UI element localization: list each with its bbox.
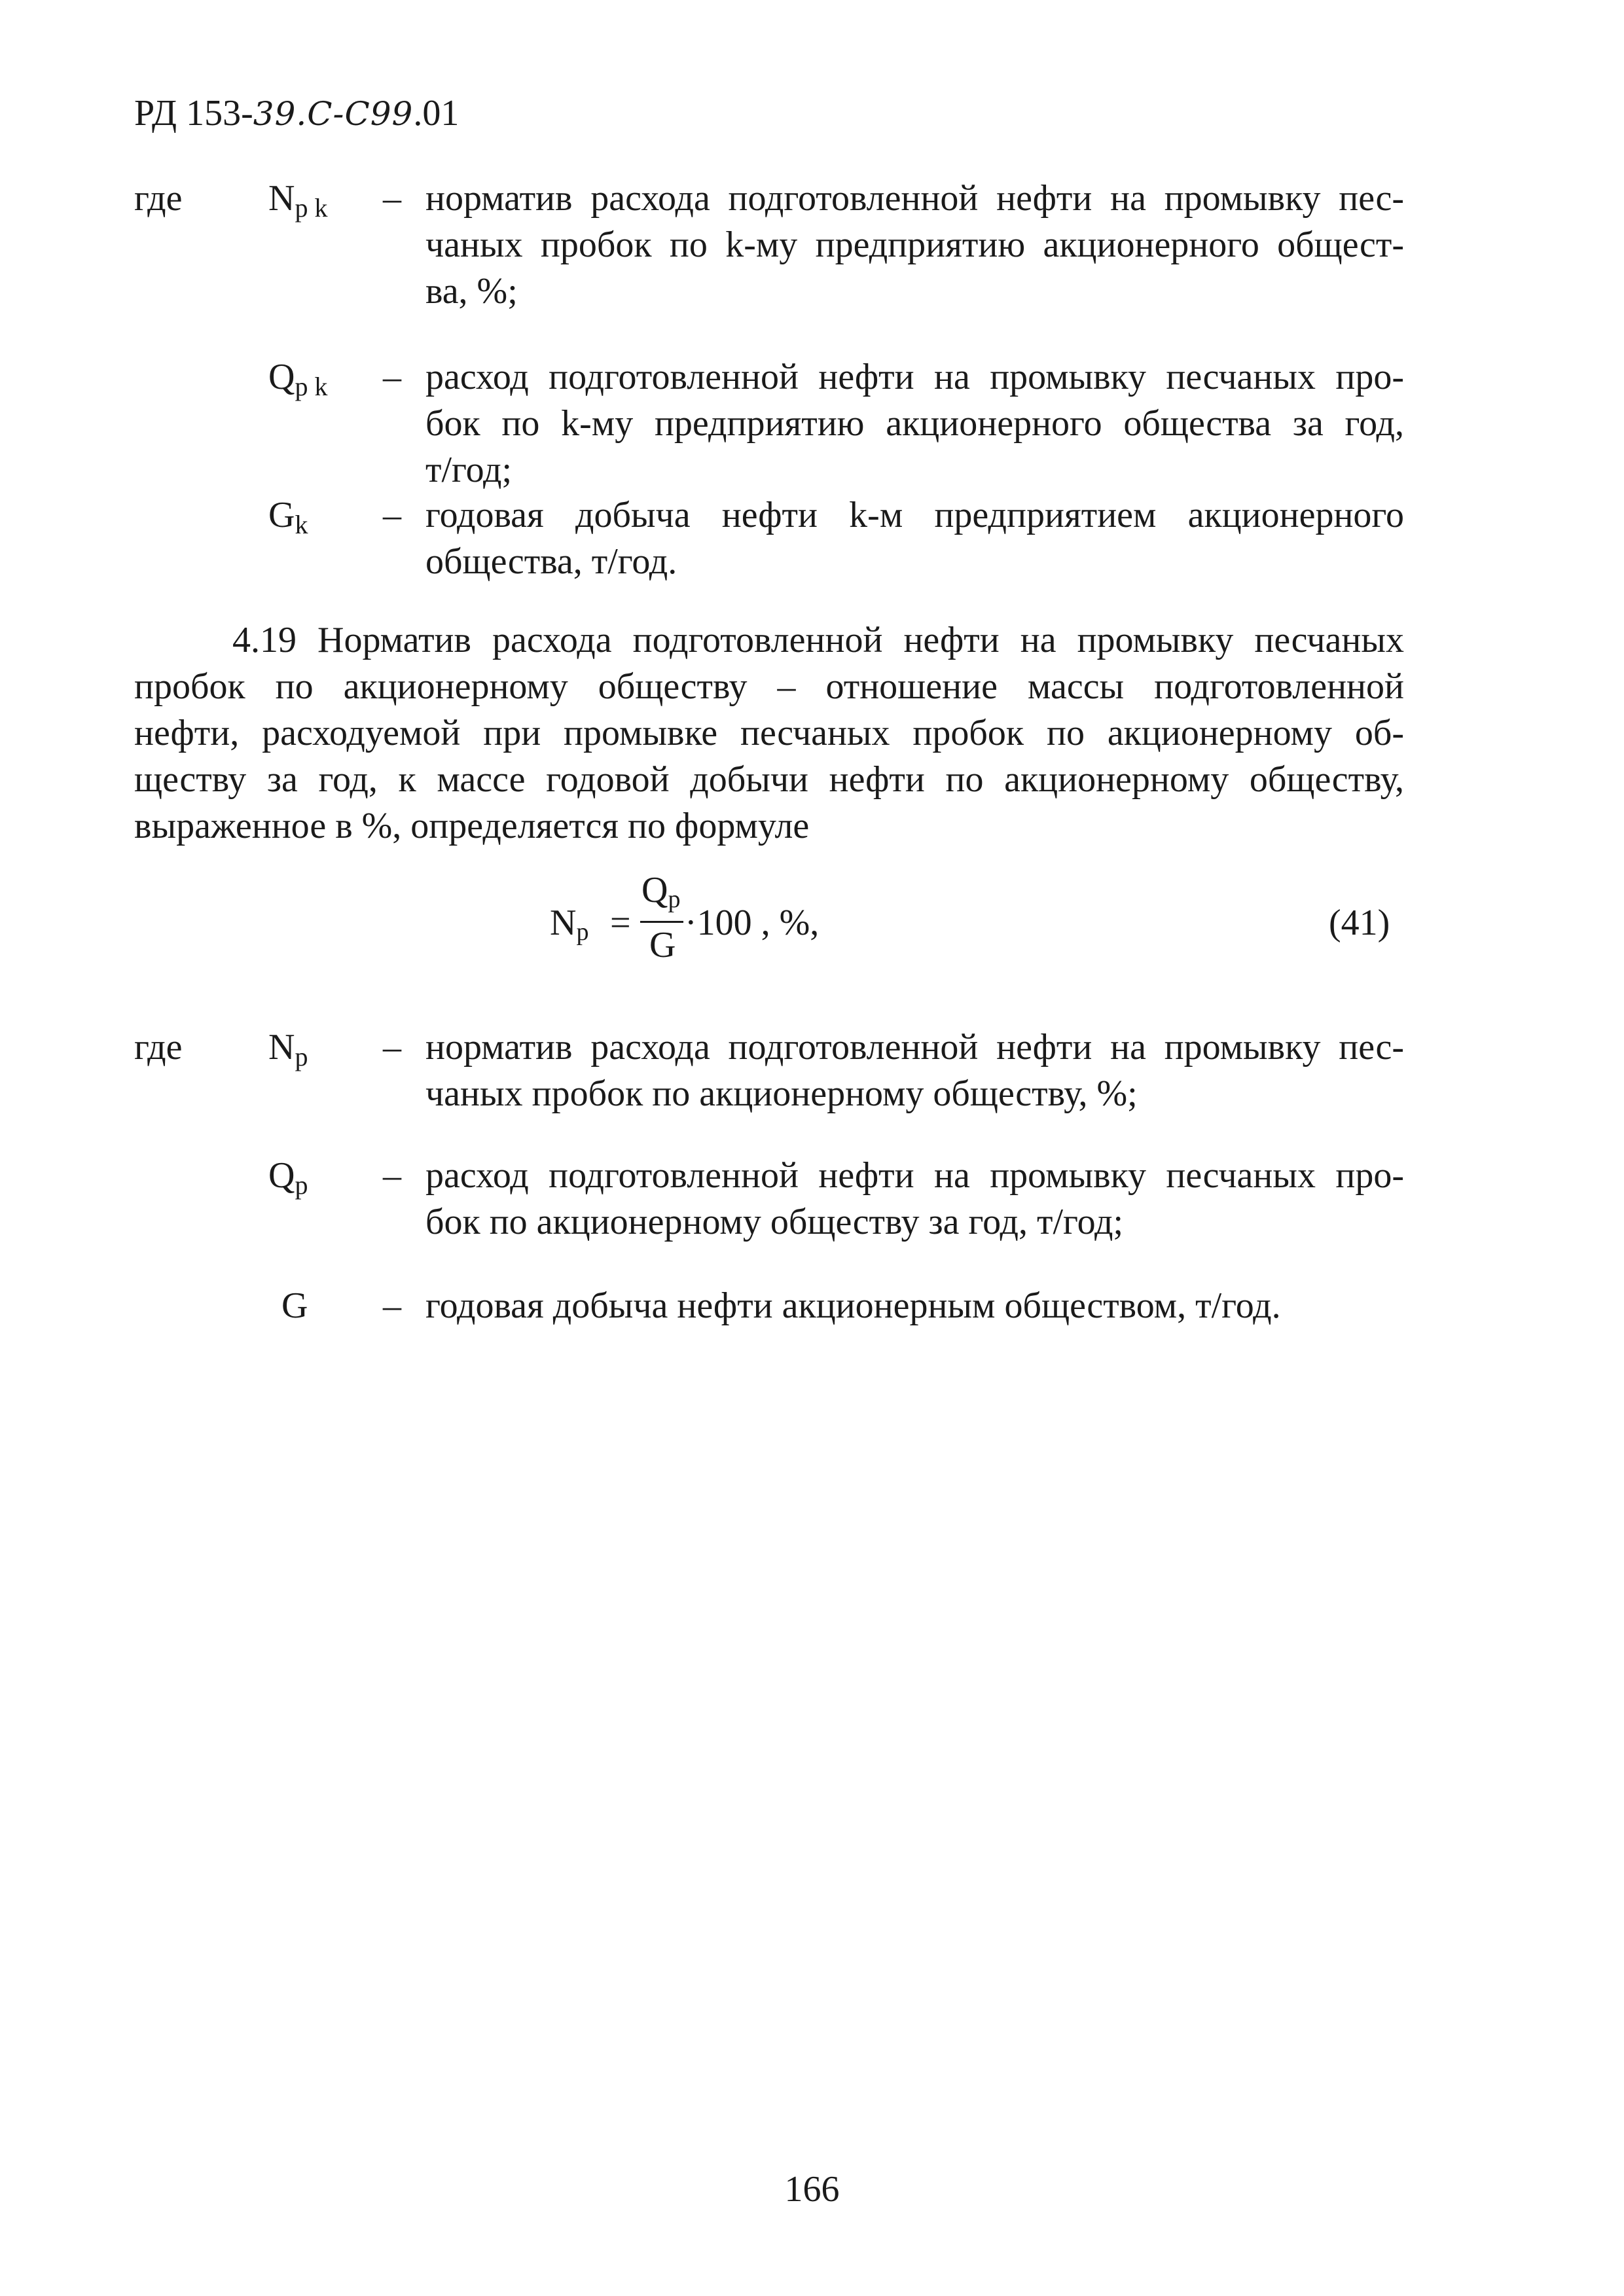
definition-text: расход подготовленной нефти на промывку песчаных про- бок по акционерному обществу за год, т/год; <box>425 1155 1404 1242</box>
definition-text: годовая добыча нефти акционерным обществом, т/год. <box>425 1285 1281 1326</box>
formula <box>550 864 890 988</box>
where-label: где <box>134 1027 183 1067</box>
page-number: 166 <box>784 2169 840 2210</box>
definition-dash: – <box>383 1285 401 1326</box>
header-prefix: РД 153- <box>134 93 253 134</box>
header-suffix: .01 <box>413 93 460 134</box>
definition-text: норматив расхода подготовленной нефти на промывку пес- чаных пробок по k-му предприятию акционерного общест- ва, %; <box>425 178 1404 312</box>
definition-dash: – <box>383 178 401 219</box>
definition-text: норматив расхода подготовленной нефти на промывку пес- чаных пробок по акционерному обществу, %; <box>425 1027 1404 1114</box>
definition-text: расход подготовленной нефти на промывку песчаных про- бок по k-му предприятию акционерного общества за год, т/год; <box>425 357 1404 490</box>
definition-dash: – <box>383 357 401 397</box>
definition-dash: – <box>383 1155 401 1196</box>
section-paragraph: 4.19 Норматив расхода подготовленной нефти на промывку песчаных пробок по акционерному обществу – отношение массы подготовленной нефти, расходуемой при промывке песчаных пробок по акционерному об- ществу за год, к массе годовой добычи нефти по акционерному обществу, выраженное в %, определяется по формуле <box>134 620 1404 846</box>
formula-equals: = <box>610 903 631 943</box>
definition-dash: – <box>383 1027 401 1067</box>
definition-text: годовая добыча нефти k-м предприятием акционерного общества, т/год. <box>425 495 1404 582</box>
definition-symbol: G <box>281 1285 308 1326</box>
equation-number: (41) <box>1329 903 1390 943</box>
definition-dash: – <box>383 495 401 535</box>
fraction-bar <box>640 921 683 923</box>
definition-symbol: $Q_p$ <box>268 1155 308 1200</box>
formula-denominator: G <box>649 925 676 965</box>
formula-numerator: $Q_p$ <box>641 870 681 913</box>
formula-lhs: $N_p$ <box>550 903 589 946</box>
document-header <box>134 90 459 137</box>
definition-symbol: $N_p$ <box>268 1027 308 1071</box>
where-label: где <box>134 178 183 219</box>
definition-symbol: $N_{p k}$ <box>268 178 328 223</box>
definition-symbol: $Q_{p k}$ <box>268 357 328 401</box>
header-handwritten-code: 39.С-С99 <box>253 95 414 133</box>
formula-rest: ·100 , %, <box>685 903 820 943</box>
definition-symbol: $G_k$ <box>268 495 308 539</box>
